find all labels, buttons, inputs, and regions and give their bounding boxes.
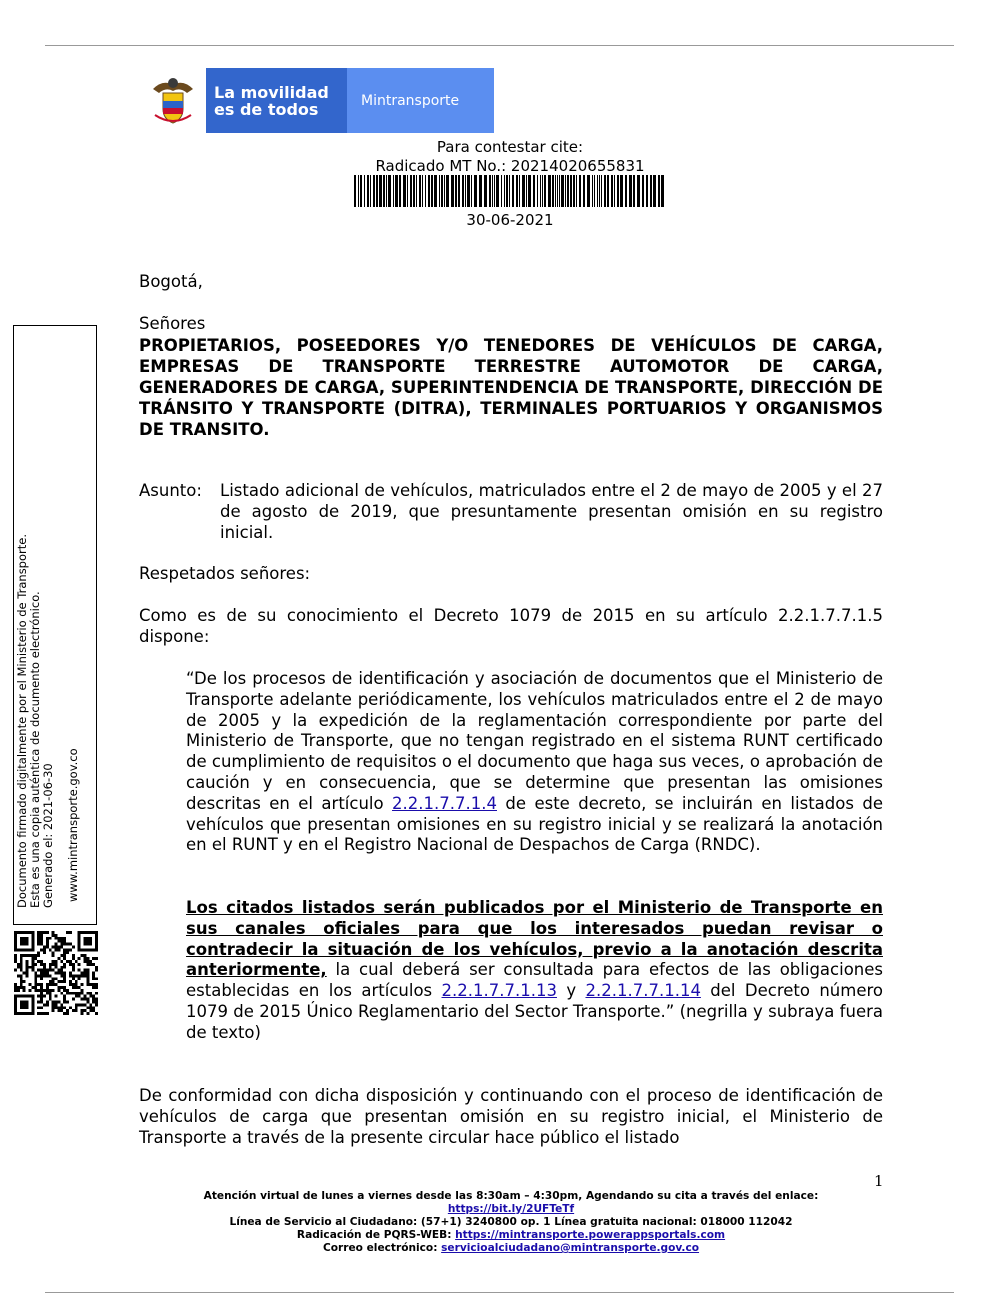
signature-line-3: Generado el: 2021-06-30 <box>41 763 55 908</box>
footer-pqrs-label: Radicación de PQRS-WEB: <box>296 1229 456 1241</box>
quote1-text-a: “De los procesos de identificación y asociación de documentos que el Ministerio de Transporte adelante periódicamente, los vehículos matriculados entre el 2 de mayo de 2005 y la expedición de la reglamentación correspondiente por parte del Ministerio de Transporte, que no tengan registrado en el sistema RUNT certificado de cumplimiento de requisitos o el documento que haga sus veces, o aprobación de caución y en consecuencia, que se determine que presentan las omisiones descritas en el artículo <box>186 669 883 813</box>
barcode-icon <box>354 175 668 207</box>
closing-paragraph: De conformidad con dicha disposición y continuando con el proceso de identificación de vehículos de carga que presentan omisión en su registro inicial, el Ministerio de Transporte a través de la presente circular hace público el listado <box>139 1086 883 1147</box>
cite-label: Para contestar cite: <box>436 138 584 156</box>
page-number: 1 <box>874 1172 884 1190</box>
coat-of-arms-icon <box>139 68 206 133</box>
quote2-and: y <box>556 981 586 1001</box>
subject-label: Asunto: <box>139 481 202 500</box>
quote-paragraph-1 <box>186 669 883 856</box>
quote2-text-a: la cual deberá ser consultada para efectos de las obligaciones establecidas en los artículos <box>186 960 883 1001</box>
radicado-date: 30-06-2021 <box>466 211 554 229</box>
logo-tagline <box>206 68 347 133</box>
subject-text: Listado adicional de vehículos, matriculados entre el 2 de mayo de 2005 y el 27 de agosto de 2019, que presuntamente presentan omisión en su registro inicial. <box>220 481 883 542</box>
ministry-name: Mintransporte <box>347 68 494 133</box>
footer-email-label: Correo electrónico: <box>322 1242 442 1254</box>
footer-pqrs-link[interactable]: https://mintransporte.powerappsportals.com <box>455 1229 726 1241</box>
footer <box>140 1190 882 1255</box>
quote-paragraph-2 <box>186 898 883 1044</box>
footer-schedule: Atención virtual de lunes a viernes desde las 8:30am – 4:30pm, Agendando su cita a través del enlace: <box>203 1190 819 1202</box>
salutation-to: Señores <box>139 314 206 333</box>
footer-appointment-link[interactable]: https://bit.ly/2UFTeTf <box>447 1203 575 1215</box>
signature-line-2: Esta es una copia auténtica de documento electrónico. <box>28 591 42 908</box>
recipients: PROPIETARIOS, POSEEDORES Y/O TENEDORES DE VEHÍCULOS DE CARGA, EMPRESAS DE TRANSPORTE TERRESTRE AUTOMOTOR DE CARGA, GENERADORES DE CARGA, SUPERINTENDENCIA DE TRANSPORTE, DIRECCIÓN DE TRÁNSITO Y TRANSPORTE (DITRA), TERMINALES PORTUARIOS Y ORGANISMOS DE TRANSITO. <box>139 336 883 439</box>
digital-signature-text <box>16 534 55 908</box>
footer-email-link[interactable]: servicioalciudadano@mintransporte.gov.co <box>441 1242 700 1254</box>
qr-code-icon <box>14 931 98 1015</box>
logo-banner <box>139 68 494 133</box>
quote2-text-b: del Decreto número 1079 de 2015 Único Reglamentario del Sector Transporte.” (negrilla y subraya fuera de texto) <box>186 981 883 1042</box>
bottom-rule <box>45 1292 954 1293</box>
radicado-number: Radicado MT No.: 20214020655831 <box>375 157 645 175</box>
footer-phone-lines: Línea de Servicio al Ciudadano: (57+1) 3240800 op. 1 Línea gratuita nacional: 018000 112042 <box>229 1216 793 1228</box>
top-rule <box>45 45 954 46</box>
article-link-2-2-1-7-7-1-13[interactable]: 2.2.1.7.7.1.13 <box>441 981 557 1001</box>
signature-line-1: Documento firmado digitalmente por el Ministerio de Transporte. <box>15 534 29 908</box>
signature-url: www.mintransporte.gov.co <box>66 748 80 902</box>
tagline-line-1: La movilidad <box>214 82 329 102</box>
greeting: Respetados señores: <box>139 564 311 583</box>
intro-paragraph: Como es de su conocimiento el Decreto 1079 de 2015 en su artículo 2.2.1.7.7.1.5 dispone: <box>139 606 883 646</box>
quote1-text-b: de este decreto, se incluirán en listados de vehículos que presentan omisiones en su registro inicial y se realizará la anotación en el RUNT y en el Registro Nacional de Despachos de Carga (RNDC). <box>186 793 883 855</box>
article-link-2-2-1-7-7-1-14[interactable]: 2.2.1.7.7.1.14 <box>585 981 701 1001</box>
article-link-2-2-1-7-7-1-4[interactable]: 2.2.1.7.7.1.4 <box>392 793 497 813</box>
quote2-bold-text: Los citados listados serán publicados por el Ministerio de Transporte en sus canales oficiales para que los interesados puedan revisar o contradecir la situación de los vehículos, previo a la anotación descrita anteriormente, <box>186 898 883 980</box>
tagline-line-2: es de todos <box>214 99 319 119</box>
city-date: Bogotá, <box>139 272 203 291</box>
